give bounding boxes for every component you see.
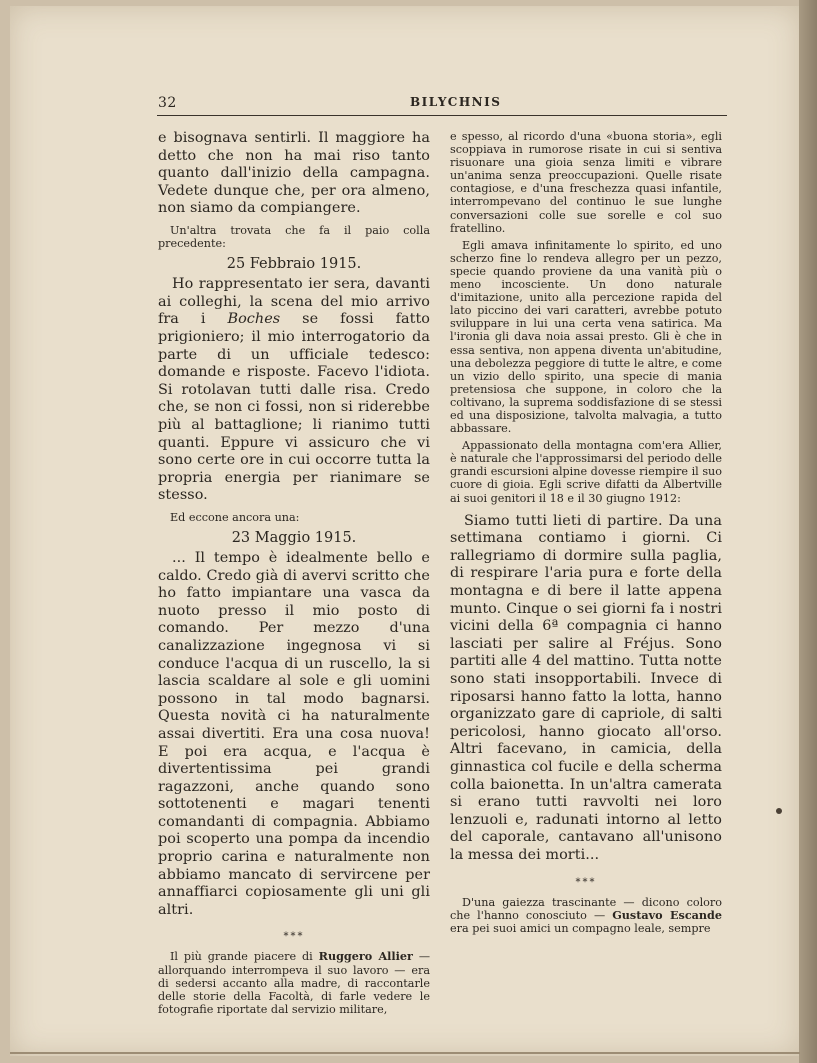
running-head: BILYCHNIS (410, 95, 502, 109)
paragraph: Ed eccone ancora una: (170, 510, 300, 524)
person-name: Ruggero Allier (318, 949, 413, 964)
paragraph: Egli amava infinitamente lo spirito, ed uno scherzo fine lo rendeva allegro per un pezzo, specie quando proviene da una vanità più o meno incosciente. Un dono naturale d'imitazione, unito alla percezione rapida del lato piccino dei vari caratteri, avrebbe potuto sviluppare in lui una certa vena satirica. Ma l'ironia gli dava noia assai presto. Gli è che in essa sentiva, non appena diventa un'abitudine, una debolezza peggiore di tutte le altre, e come un vizio dello spirito, una specie di mania pretensiosa che suppone, in coloro che la coltivano, la suprema soddisfazione di se stessi ed una disposizione, talvolta malvagia, a tutto abbassare. (450, 238, 722, 436)
right-column (450, 130, 722, 935)
left-column (158, 130, 430, 1016)
paragraph: Siamo tutti lieti di partire. Da una settimana contiamo i giorni. Ci rallegriamo di dormire sulla paglia, di respirare l'aria pura e forte della montagna e di bere il latte appena munto. Cinque o sei giorni fa i nostri vicini della 6ª compagnia ci hanno lasciati per salire al Fréjus. Sono partiti alle 4 del mattino. Tutta notte sono stati insopportabili. Invece di riposarsi hanno fatto la lotta, hanno organizzato gare di capriole, di salti pericolosi, hanno giocato all'orso. Altri facevano, in camicia, della ginnastica col fucile e della scherma colla baionetta. In un'altra camerata si erano tutti ravvolti nei loro lenzuoli e, radunati intorno al letto del caporale, cantavano all'unisono la messa dei morti... (450, 512, 722, 863)
section-separator: *** (283, 931, 305, 943)
paragraph: e spesso, al ricordo d'una «buona storia», egli scoppiava in rumorose risate in cui si sentiva risuonare una gioia senza limiti e vibrare un'anima senza preoccupazioni. Quelle risate contagiose, e d'una freschezza quasi infantile, interrompevano del continuo le sue lunghe conversazioni colle sue sorelle e col suo fratellino. (450, 130, 722, 235)
paragraph: Appassionato della montagna com'era Allier, è naturale che l'approssimarsi del periodo delle grandi escursioni alpine dovesse riempire il suo cuore di gioia. Egli scrive difatti da Albertville ai suoi genitori il 18 e il 30 giugno 1912: (450, 439, 722, 505)
emphasis: Boches (227, 311, 281, 328)
paragraph: Un'altra trovata che fa il paio colla precedente: (158, 223, 430, 251)
paragraph: Ho rappresentato ier sera, davanti ai colleghi, la scena del mio arrivo fra i Boches se fossi fatto prigioniero; il mio interrogatorio da parte di un ufficiale tedesco: domande e risposte. Facevo l'idiota. Si rotolavan tutti dalle risa. Credo che, se non ci fossi, non si riderebbe più al battaglione; li rianimo tutti quanti. Eppure vi assicuro che vi sono certe ore in cui occorre tutta la propria energia per rianimare se stesso. (158, 276, 430, 504)
paragraph: e bisognava sentirli. Il maggiore ha detto che non ha mai riso tanto quanto dall'inizio della campagna. Vedete dunque che, per ora almeno, non siamo da compiangere. (158, 130, 430, 217)
person-name: Gustavo Escande (612, 907, 722, 922)
page-number: 32 (158, 95, 177, 111)
paragraph: D'una gaiezza trascinante — dicono coloro che l'hanno conosciuto — Gustavo Escande era pei suoi amici un compagno leale, sempre (450, 895, 722, 935)
book-edge (799, 0, 817, 1063)
paragraph: Il più grande piacere di Ruggero Allier — allorquando interrompeva il suo lavoro — era di sedersi accanto alla madre, di raccontarle delle storie della Facoltà, di farle vedere le fotografie riportate dal servizio militare, (158, 949, 431, 1016)
paragraph: ... Il tempo è idealmente bello e caldo. Credo già di avervi scritto che ho fatto impiantare una vasca da nuoto presso il mio posto di comando. Per mezzo d'una canalizzazione ingegnosa vi si conduce l'acqua di un ruscello, la si lascia scaldare al sole e gli uomini possono in tal modo bagnarsi. Questa novità ci ha naturalmente assai divertiti. Era una cosa nuova! E poi era acqua, e l'acqua è divertentissima pei grandi ragazzoni, anche quando sono sottotenenti e magari tenenti comandanti di compagnia. Abbiamo poi scoperto una pompa da incendio proprio carina e naturalmente non abbiamo mancato di servircene per annaffiarci copiosamente gli uni gli altri. (158, 549, 430, 918)
page-bottom-edge (10, 1052, 800, 1054)
header-rule (157, 115, 727, 116)
letter-date: 23 Maggio 1915. (231, 529, 357, 546)
ink-spot (776, 808, 782, 814)
section-separator: *** (575, 876, 597, 888)
letter-date: 25 Febbraio 1915. (226, 256, 362, 273)
